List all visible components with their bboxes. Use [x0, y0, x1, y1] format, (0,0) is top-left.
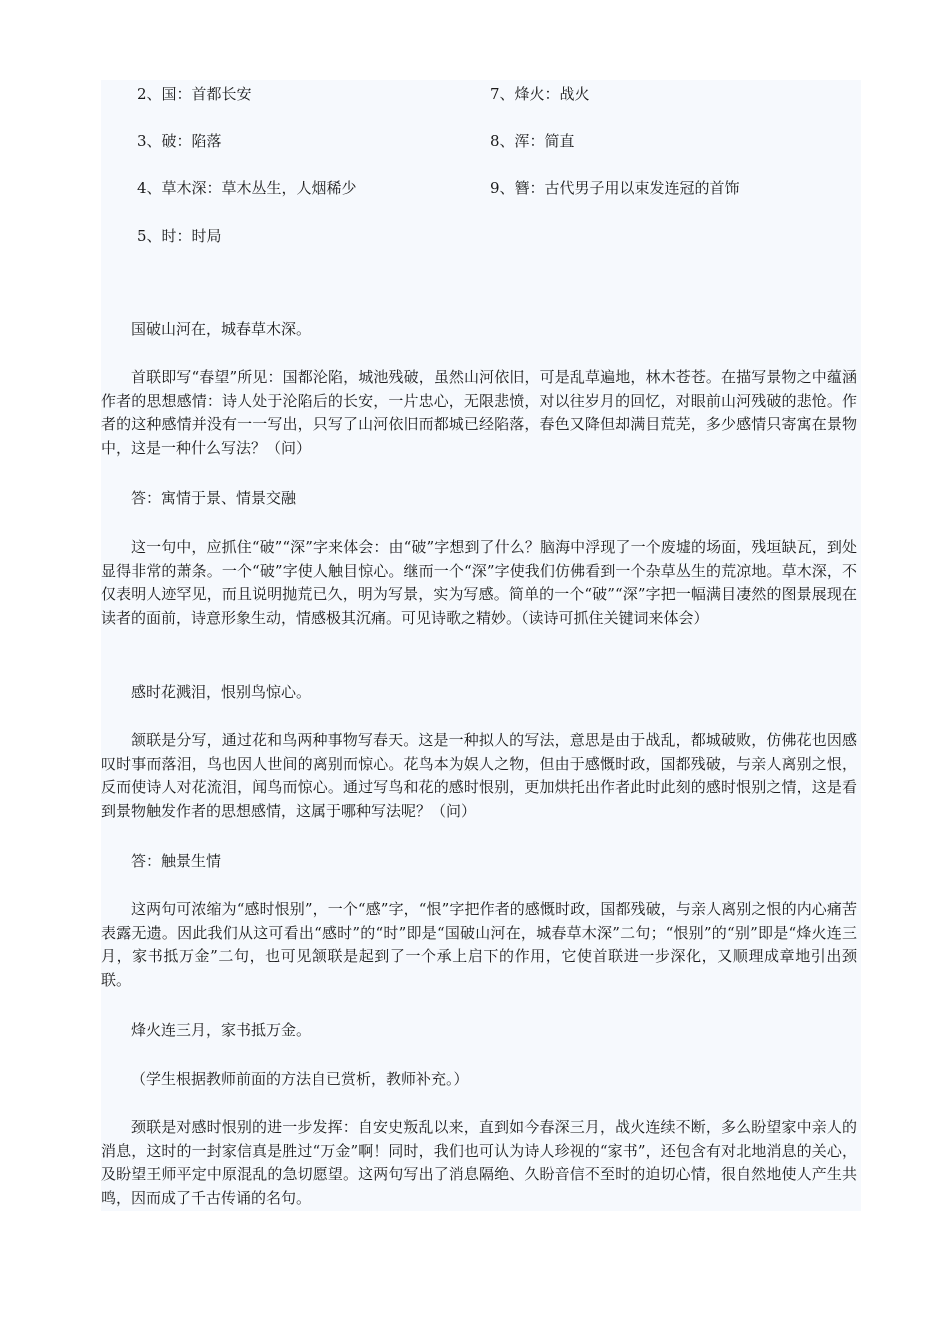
poem-line-3: 烽火连三月，家书抵万金。	[131, 1021, 312, 1039]
analysis-paragraph-5: 颈联是对感时恨别的进一步发挥：自安史叛乱以来，直到如今春深三月，战火连续不断，多么盼望家中亲人的消息，这时的一封家信真是胜过“万金”啊！同时，我们也可认为诗人珍视的“家书”，还包含有对北地消息的关心，及盼望王师平定中原混乱的急切愿望。这两句写出了消息隔绝、久盼音信不至时的迫切心情，很自然地使人产生共鸣，因而成了千古传诵的名句。	[101, 1118, 857, 1208]
vocab-item-guo: 2、国：首都长安	[137, 85, 252, 103]
answer-2: 答：触景生情	[131, 852, 222, 870]
vocab-item-shi: 5、时：时局	[137, 227, 222, 245]
analysis-paragraph-4: 这两句可浓缩为“感时恨别”，一个“感”字，“恨”字把作者的感慨时政，国都残破，与亲人离别之恨的内心痛苦表露无遗。因此我们从这可看出“感时”的“时”即是“国破山河在，城春草木深”二句；“恨别”的“别”即是“烽火连三月，家书抵万金”二句，也可见颔联是起到了一个承上启下的作用，它使首联进一步深化，又顺理成章地引出颈联。	[101, 900, 857, 990]
poem-line-1: 国破山河在，城春草木深。	[131, 320, 312, 338]
answer-1: 答：寓情于景、情景交融	[131, 489, 297, 507]
poem-line-2: 感时花溅泪，恨别鸟惊心。	[131, 683, 312, 701]
vocab-item-po: 3、破：陷落	[137, 132, 222, 150]
vocab-item-caomushen: 4、草木深：草木丛生，人烟稀少	[137, 179, 357, 197]
vocab-item-zan: 9、簪：古代男子用以束发连冠的首饰	[490, 179, 740, 197]
student-activity-note: （学生根据教师前面的方法自已赏析，教师补充。）	[131, 1070, 469, 1088]
vocab-item-fenghuo: 7、烽火：战火	[490, 85, 590, 103]
analysis-paragraph-2: 这一句中，应抓住“破”“深”字来体会：由“破”字想到了什么？脑海中浮现了一个废墟的场面，残垣缺瓦，到处显得非常的萧条。一个“破”字使人触目惊心。继而一个“深”字使我们仿佛看到一个杂草丛生的荒凉地。草木深，不仅表明人迹罕见，而且说明抛荒已久，明为写景，实为写感。简单的一个“破”“深”字把一幅满目凄然的图景展现在读者的面前，诗意形象生动，情感极其沉痛。可见诗歌之精妙。（读诗可抓住关键词来体会）	[101, 538, 857, 628]
analysis-paragraph-1: 首联即写“春望”所见：国都沦陷，城池残破，虽然山河依旧，可是乱草遍地，林木苍苍。在描写景物之中蕴涵作者的思想感情：诗人处于沦陷后的长安，一片忠心，无限悲愤，对以往岁月的回忆，对眼前山河残破的悲怆。作者的这种感情并没有一一写出，只写了山河依旧而都城已经陷落，春色又降但却满目荒芜，多少感情只寄寓在景物中，这是一种什么写法？（问）	[101, 368, 857, 458]
analysis-paragraph-3: 颔联是分写，通过花和鸟两种事物写春天。这是一种拟人的写法，意思是由于战乱，都城破败，仿佛花也因感叹时事而落泪，鸟也因人世间的离别而惊心。花鸟本为娱人之物，但由于感慨时政，国都残破，与亲人离别之恨，反而使诗人对花流泪，闻鸟而惊心。通过写鸟和花的感时恨别，更加烘托出作者此时此刻的感时恨别之情，这是看到景物触发作者的思想感情，这属于哪种写法呢？（问）	[101, 731, 857, 821]
vocab-item-hun: 8、浑：简直	[490, 132, 575, 150]
